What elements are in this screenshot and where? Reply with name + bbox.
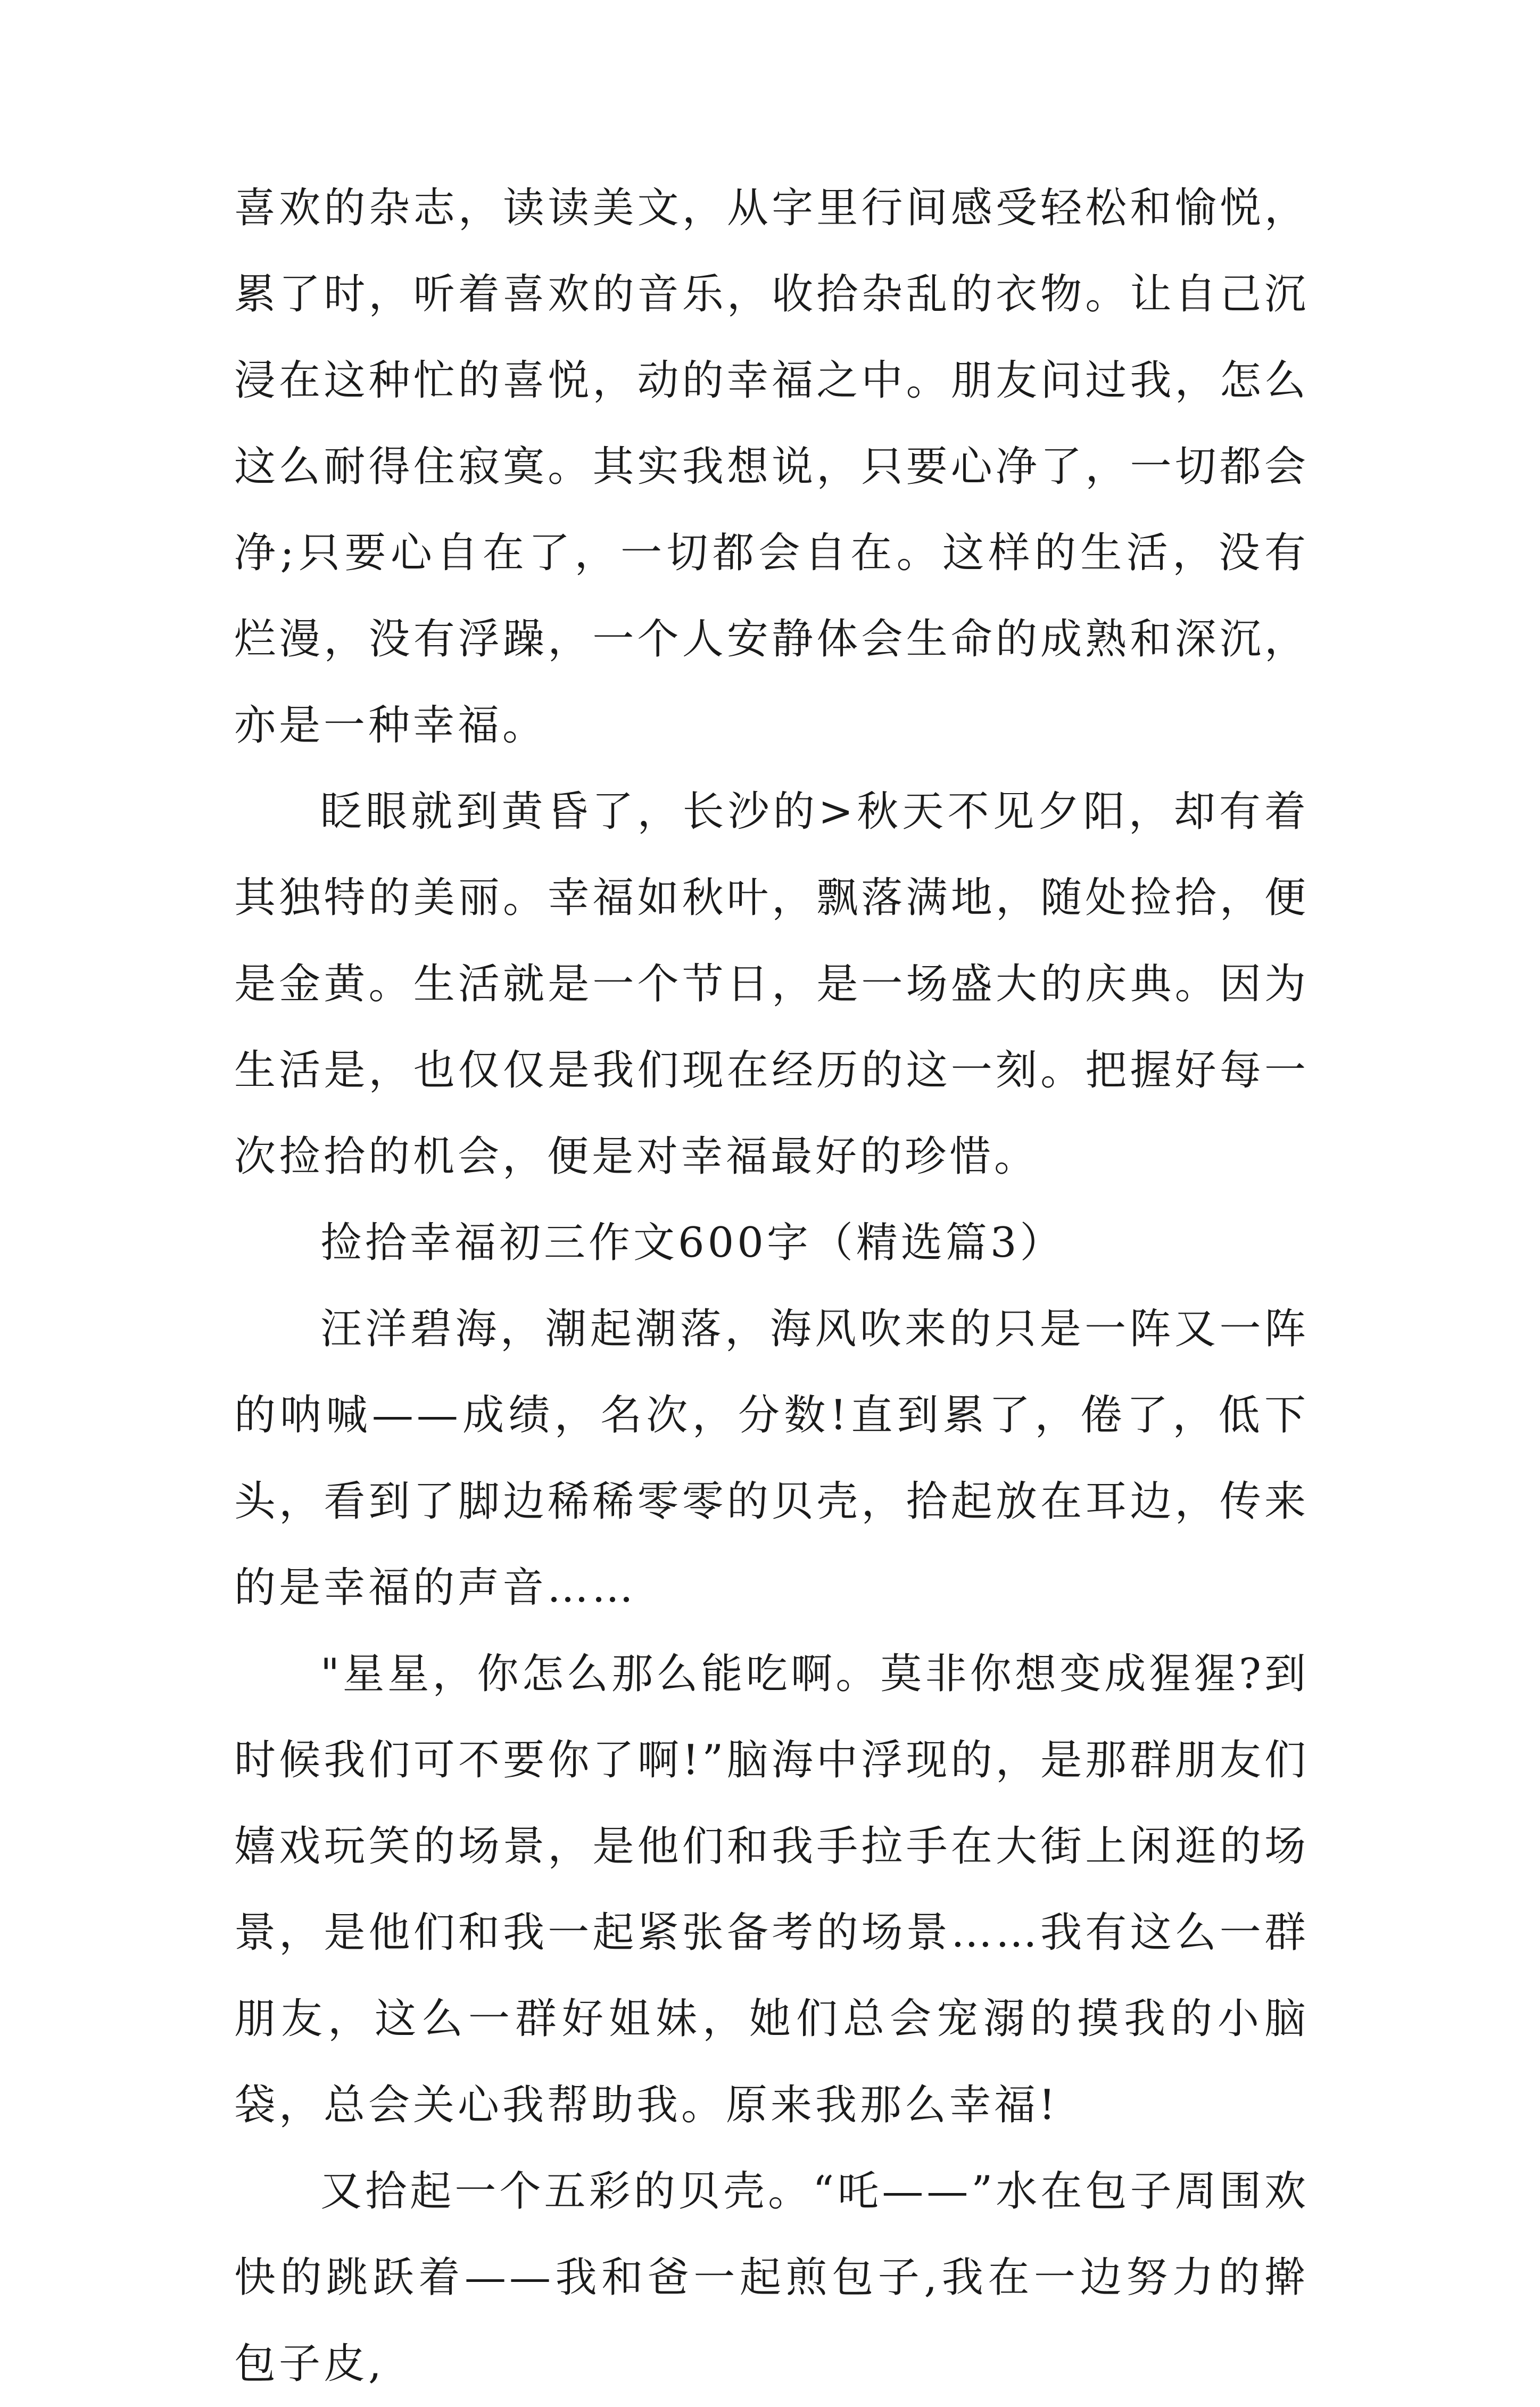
section-heading: 捡拾幸福初三作文600字（精选篇3） <box>320 1219 1065 1267</box>
paragraph-4: "星星，你怎么那么能吃啊。莫非你想变成猩猩?到时候我们可不要你了啊!”脑海中浮现的，是那群朋友们嬉戏玩笑的场景，是他们和我手拉手在大街上闲逛的场景，是他们和我一起紧张备考的场景……我有这么一群朋友，这么一群好姐妹，她们总会宠溺的摸我的小脑袋，总会关心我帮助我。原来我那么幸福! <box>234 1650 1309 2129</box>
paragraph-1: 喜欢的杂志，读读美文，从字里行间感受轻松和愉悦，累了时，听着喜欢的音乐，收拾杂乱的衣物。让自己沉浸在这种忙的喜悦，动的幸福之中。朋友问过我，怎么这么耐得住寂寞。其实我想说，只要心净了，一切都会净;只要心自在了，一切都会自在。这样的生活，没有烂漫，没有浮躁，一个人安静体会生命的成熟和深沉，亦是一种幸福。 <box>234 184 1309 749</box>
paragraph-5: 又拾起一个五彩的贝壳。“吒——”水在包子周围欢快的跳跃着——我和爸一起煎包子,我在一边努力的擀包子皮, <box>234 2167 1309 2388</box>
paragraph-3: 汪洋碧海，潮起潮落，海风吹来的只是一阵又一阵的呐喊——成绩，名次，分数!直到累了，倦了，低下头，看到了脚边稀稀零零的贝壳，拾起放在耳边，传来的是幸福的声音…… <box>234 1305 1309 1612</box>
paragraph-2: 眨眼就到黄昏了，长沙的>秋天不见夕阳，却有着其独特的美丽。幸福如秋叶，飘落满地，随处捡拾，便是金黄。生活就是一个节日，是一场盛大的庆典。因为生活是，也仅仅是我们现在经历的这一刻。把握好每一次捡拾的机会，便是对幸福最好的珍惜。 <box>234 788 1309 1181</box>
document-body <box>234 165 1309 2407</box>
